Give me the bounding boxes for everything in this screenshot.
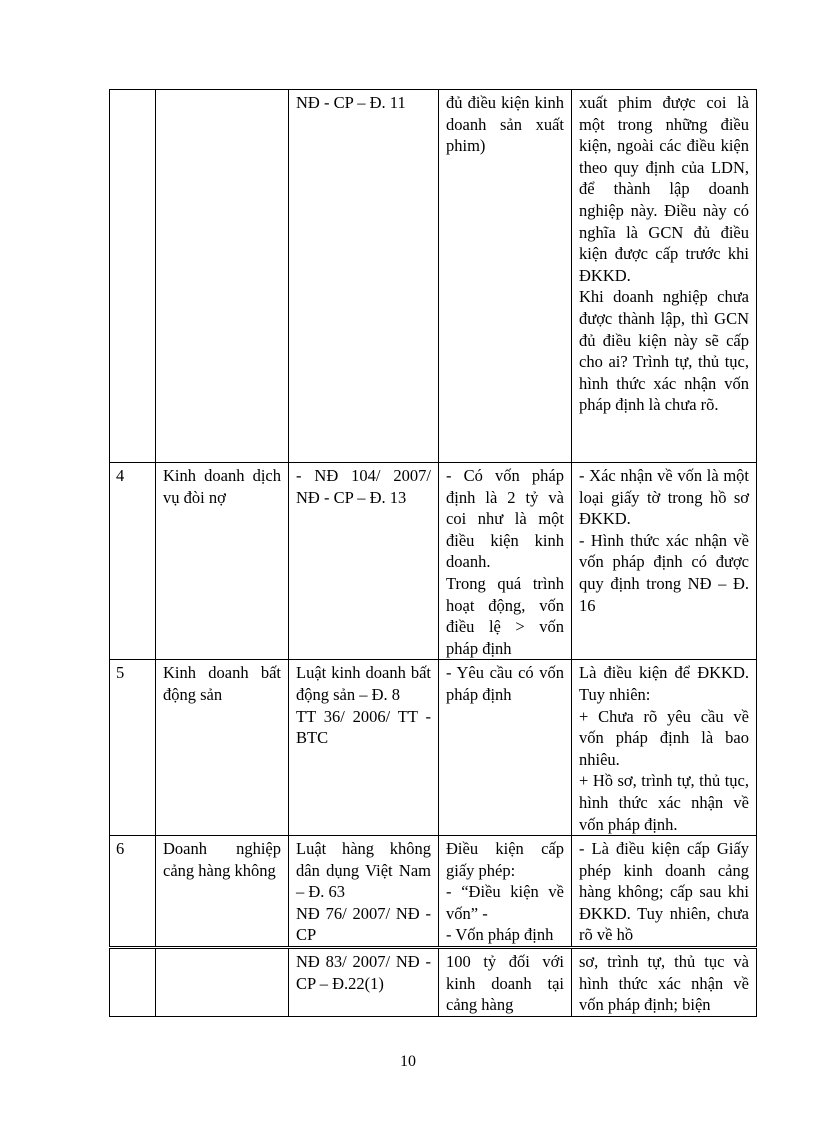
row-number-cell — [110, 948, 156, 1017]
requirement-line: - “Điều kiện về vốn” - — [446, 882, 564, 923]
comment-line: - Hình thức xác nhận về vốn pháp định có được quy định trong NĐ – Đ. 16 — [579, 530, 749, 615]
legal-basis-line: - NĐ 104/ 2007/ NĐ - CP – Đ. 13 — [296, 466, 431, 507]
requirement-line: đủ điều kiện kinh doanh sản xuất phim) — [446, 93, 564, 156]
row-number-cell — [110, 90, 156, 463]
table-row — [110, 836, 757, 948]
requirement-line: - Có vốn pháp định là 2 tỷ và coi như là một điều kiện kinh doanh. — [446, 466, 564, 572]
business-field-cell — [156, 948, 289, 1017]
row-number-cell: 6 — [110, 836, 156, 948]
legal-basis-cell — [289, 948, 439, 1017]
legal-basis-line: NĐ - CP – Đ. 11 — [296, 93, 406, 112]
comment-line: xuất phim được coi là một trong những điều kiện, ngoài các điều kiện theo quy định của LDN, để thành lập doanh nghiệp này. Điều này có nghĩa là GCN đủ điều kiện được cấp trước khi ĐKKD. — [579, 93, 749, 285]
row-number-cell: 4 — [110, 463, 156, 660]
table-row — [110, 660, 757, 836]
legal-basis-line: TT 36/ 2006/ TT - BTC — [296, 706, 431, 748]
comment-line: Là điều kiện để ĐKKD. Tuy nhiên: — [579, 663, 749, 704]
legal-basis-cell — [289, 660, 439, 836]
capital-requirement-cell — [439, 836, 572, 948]
table-row — [110, 948, 757, 1017]
legal-basis-cell — [289, 90, 439, 463]
legal-basis-line: Luật kinh doanh bất động sản – Đ. 8 — [296, 663, 431, 704]
requirement-line: 100 tỷ đối với kinh doanh tại cảng hàng — [446, 952, 564, 1015]
capital-requirement-cell — [439, 463, 572, 660]
capital-requirements-table — [109, 89, 757, 1017]
table-row — [110, 463, 757, 660]
table-row — [110, 90, 757, 463]
legal-basis-cell — [289, 463, 439, 660]
requirement-line: Trong quá trình hoạt động, vốn điều lệ > vốn pháp định — [446, 573, 564, 658]
comment-cell — [572, 90, 757, 463]
comment-line: - Là điều kiện cấp Giấy phép kinh doanh cảng hàng không; cấp sau khi ĐKKD. Tuy nhiên, chưa rõ về hồ — [579, 839, 749, 945]
legal-basis-cell — [289, 836, 439, 948]
comment-line: sơ, trình tự, thủ tục và hình thức xác nhận về vốn pháp định; biện — [579, 952, 749, 1015]
legal-basis-line: NĐ 83/ 2007/ NĐ - CP – Đ.22(1) — [296, 952, 431, 993]
comment-line: - Xác nhận về vốn là một loại giấy tờ trong hồ sơ ĐKKD. — [579, 466, 749, 529]
page-number: 10 — [400, 1053, 416, 1070]
comment-cell — [572, 836, 757, 948]
comment-cell — [572, 660, 757, 836]
capital-requirement-cell — [439, 660, 572, 836]
comment-cell — [572, 463, 757, 660]
requirement-line: - Vốn pháp định — [446, 925, 554, 945]
requirement-line: - Yêu cầu có vốn pháp định — [446, 663, 564, 704]
capital-requirement-cell — [439, 948, 572, 1017]
comment-line: Khi doanh nghiệp chưa được thành lập, thì GCN đủ điều kiện này sẽ cấp cho ai? Trình tự, thủ tục, hình thức xác nhận vốn pháp định là chưa rõ. — [579, 287, 749, 415]
business-field-cell: Doanh nghiệp cảng hàng không — [156, 836, 289, 948]
comment-cell — [572, 948, 757, 1017]
comment-line: + Hồ sơ, trình tự, thủ tục, hình thức xác nhận về vốn pháp định. — [579, 771, 749, 834]
business-field-cell: Kinh doanh bất động sản — [156, 660, 289, 836]
business-field-cell — [156, 90, 289, 463]
legal-basis-line: NĐ 76/ 2007/ NĐ - CP — [296, 903, 431, 945]
row-number-cell: 5 — [110, 660, 156, 836]
business-field-cell: Kinh doanh dịch vụ đòi nợ — [156, 463, 289, 660]
comment-line: + Chưa rõ yêu cầu về vốn pháp định là bao nhiêu. — [579, 706, 749, 769]
requirement-line: Điều kiện cấp giấy phép: — [446, 839, 564, 880]
capital-requirement-cell — [439, 90, 572, 463]
legal-basis-line: Luật hàng không dân dụng Việt Nam – Đ. 63 — [296, 839, 431, 902]
